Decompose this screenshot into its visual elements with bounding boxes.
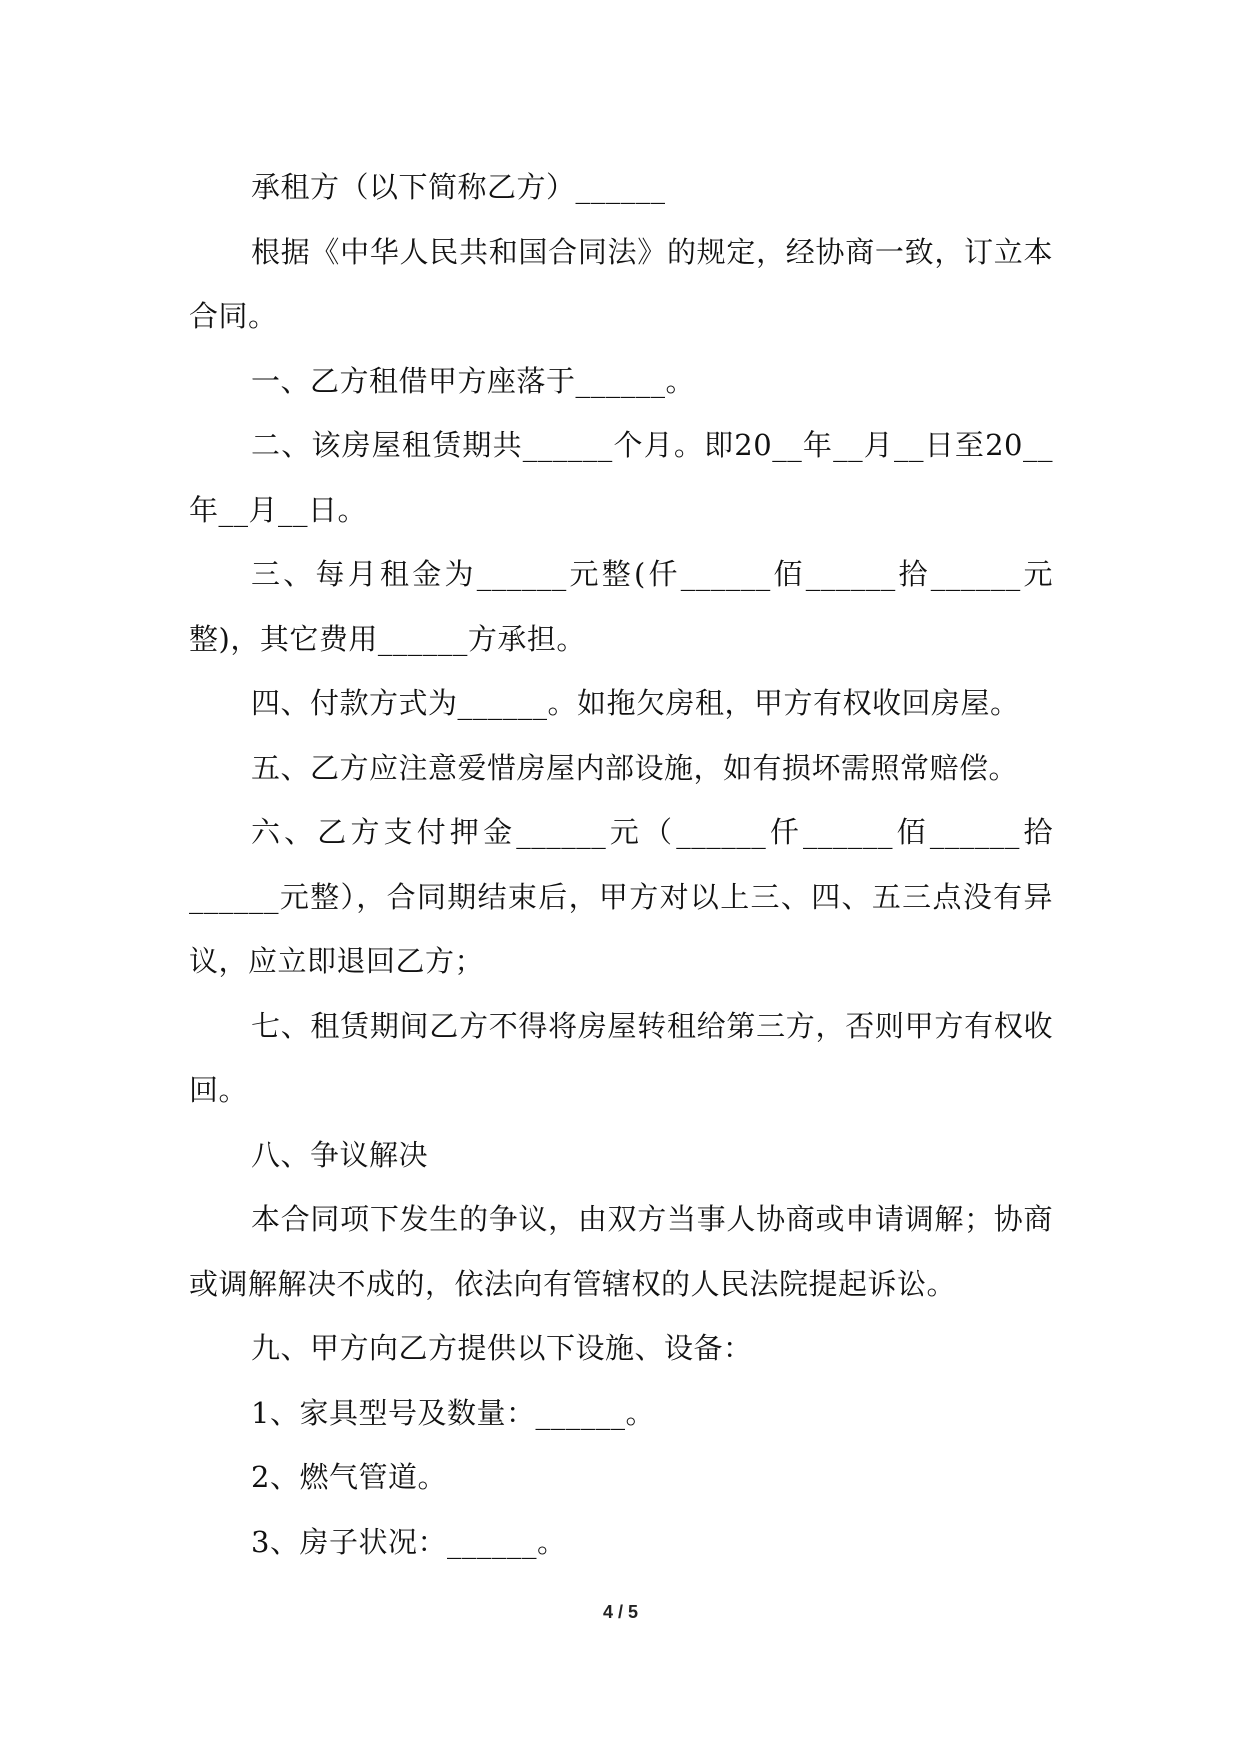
item-2-gas-pipe: 2、燃气管道。 xyxy=(251,1460,447,1494)
item-1-furniture: 1、家具型号及数量：______。 xyxy=(251,1395,655,1430)
item-3-house-condition: 3、房子状况：______。 xyxy=(251,1524,567,1559)
clause-7-sublease: 七、租赁期间乙方不得将房屋转租给第三方，否则甲方有权收回。 xyxy=(189,1008,1053,1107)
lessee-line: 承租方（以下简称乙方）______ xyxy=(251,170,666,204)
clause-5-facilities-care: 五、乙方应注意爱惜房屋内部设施，如有损坏需照常赔偿。 xyxy=(251,750,1019,785)
preamble-paragraph: 根据《中华人民共和国合同法》的规定，经协商一致，订立本合同。 xyxy=(189,234,1053,333)
clause-8-heading: 八、争议解决 xyxy=(251,1137,429,1172)
contract-body xyxy=(189,155,1053,1574)
clause-8-dispute-body: 本合同项下发生的争议，由双方当事人协商或申请调解；协商或调解解决不成的，依法向有管辖权的人民法院提起诉讼。 xyxy=(189,1202,1053,1301)
clause-1-location: 一、乙方租借甲方座落于______。 xyxy=(251,363,696,398)
clause-2-lease-term: 二、该房屋租赁期共______个月。即20__年__月__日至20__年__月__日。 xyxy=(189,428,1053,527)
clause-3-rent: 三、每月租金为______元整(仟______佰______拾______元整)，其它费用______方承担。 xyxy=(189,557,1053,656)
clause-4-payment: 四、付款方式为______。如拖欠房租，甲方有权收回房屋。 xyxy=(251,686,1020,720)
clause-9-heading: 九、甲方向乙方提供以下设施、设备： xyxy=(251,1331,753,1365)
clause-6-deposit: 六、乙方支付押金______元（______仟______佰______拾______元整），合同期结束后，甲方对以上三、四、五三点没有异议，应立即退回乙方； xyxy=(189,815,1053,978)
page-number: 4 / 5 xyxy=(602,1602,639,1622)
